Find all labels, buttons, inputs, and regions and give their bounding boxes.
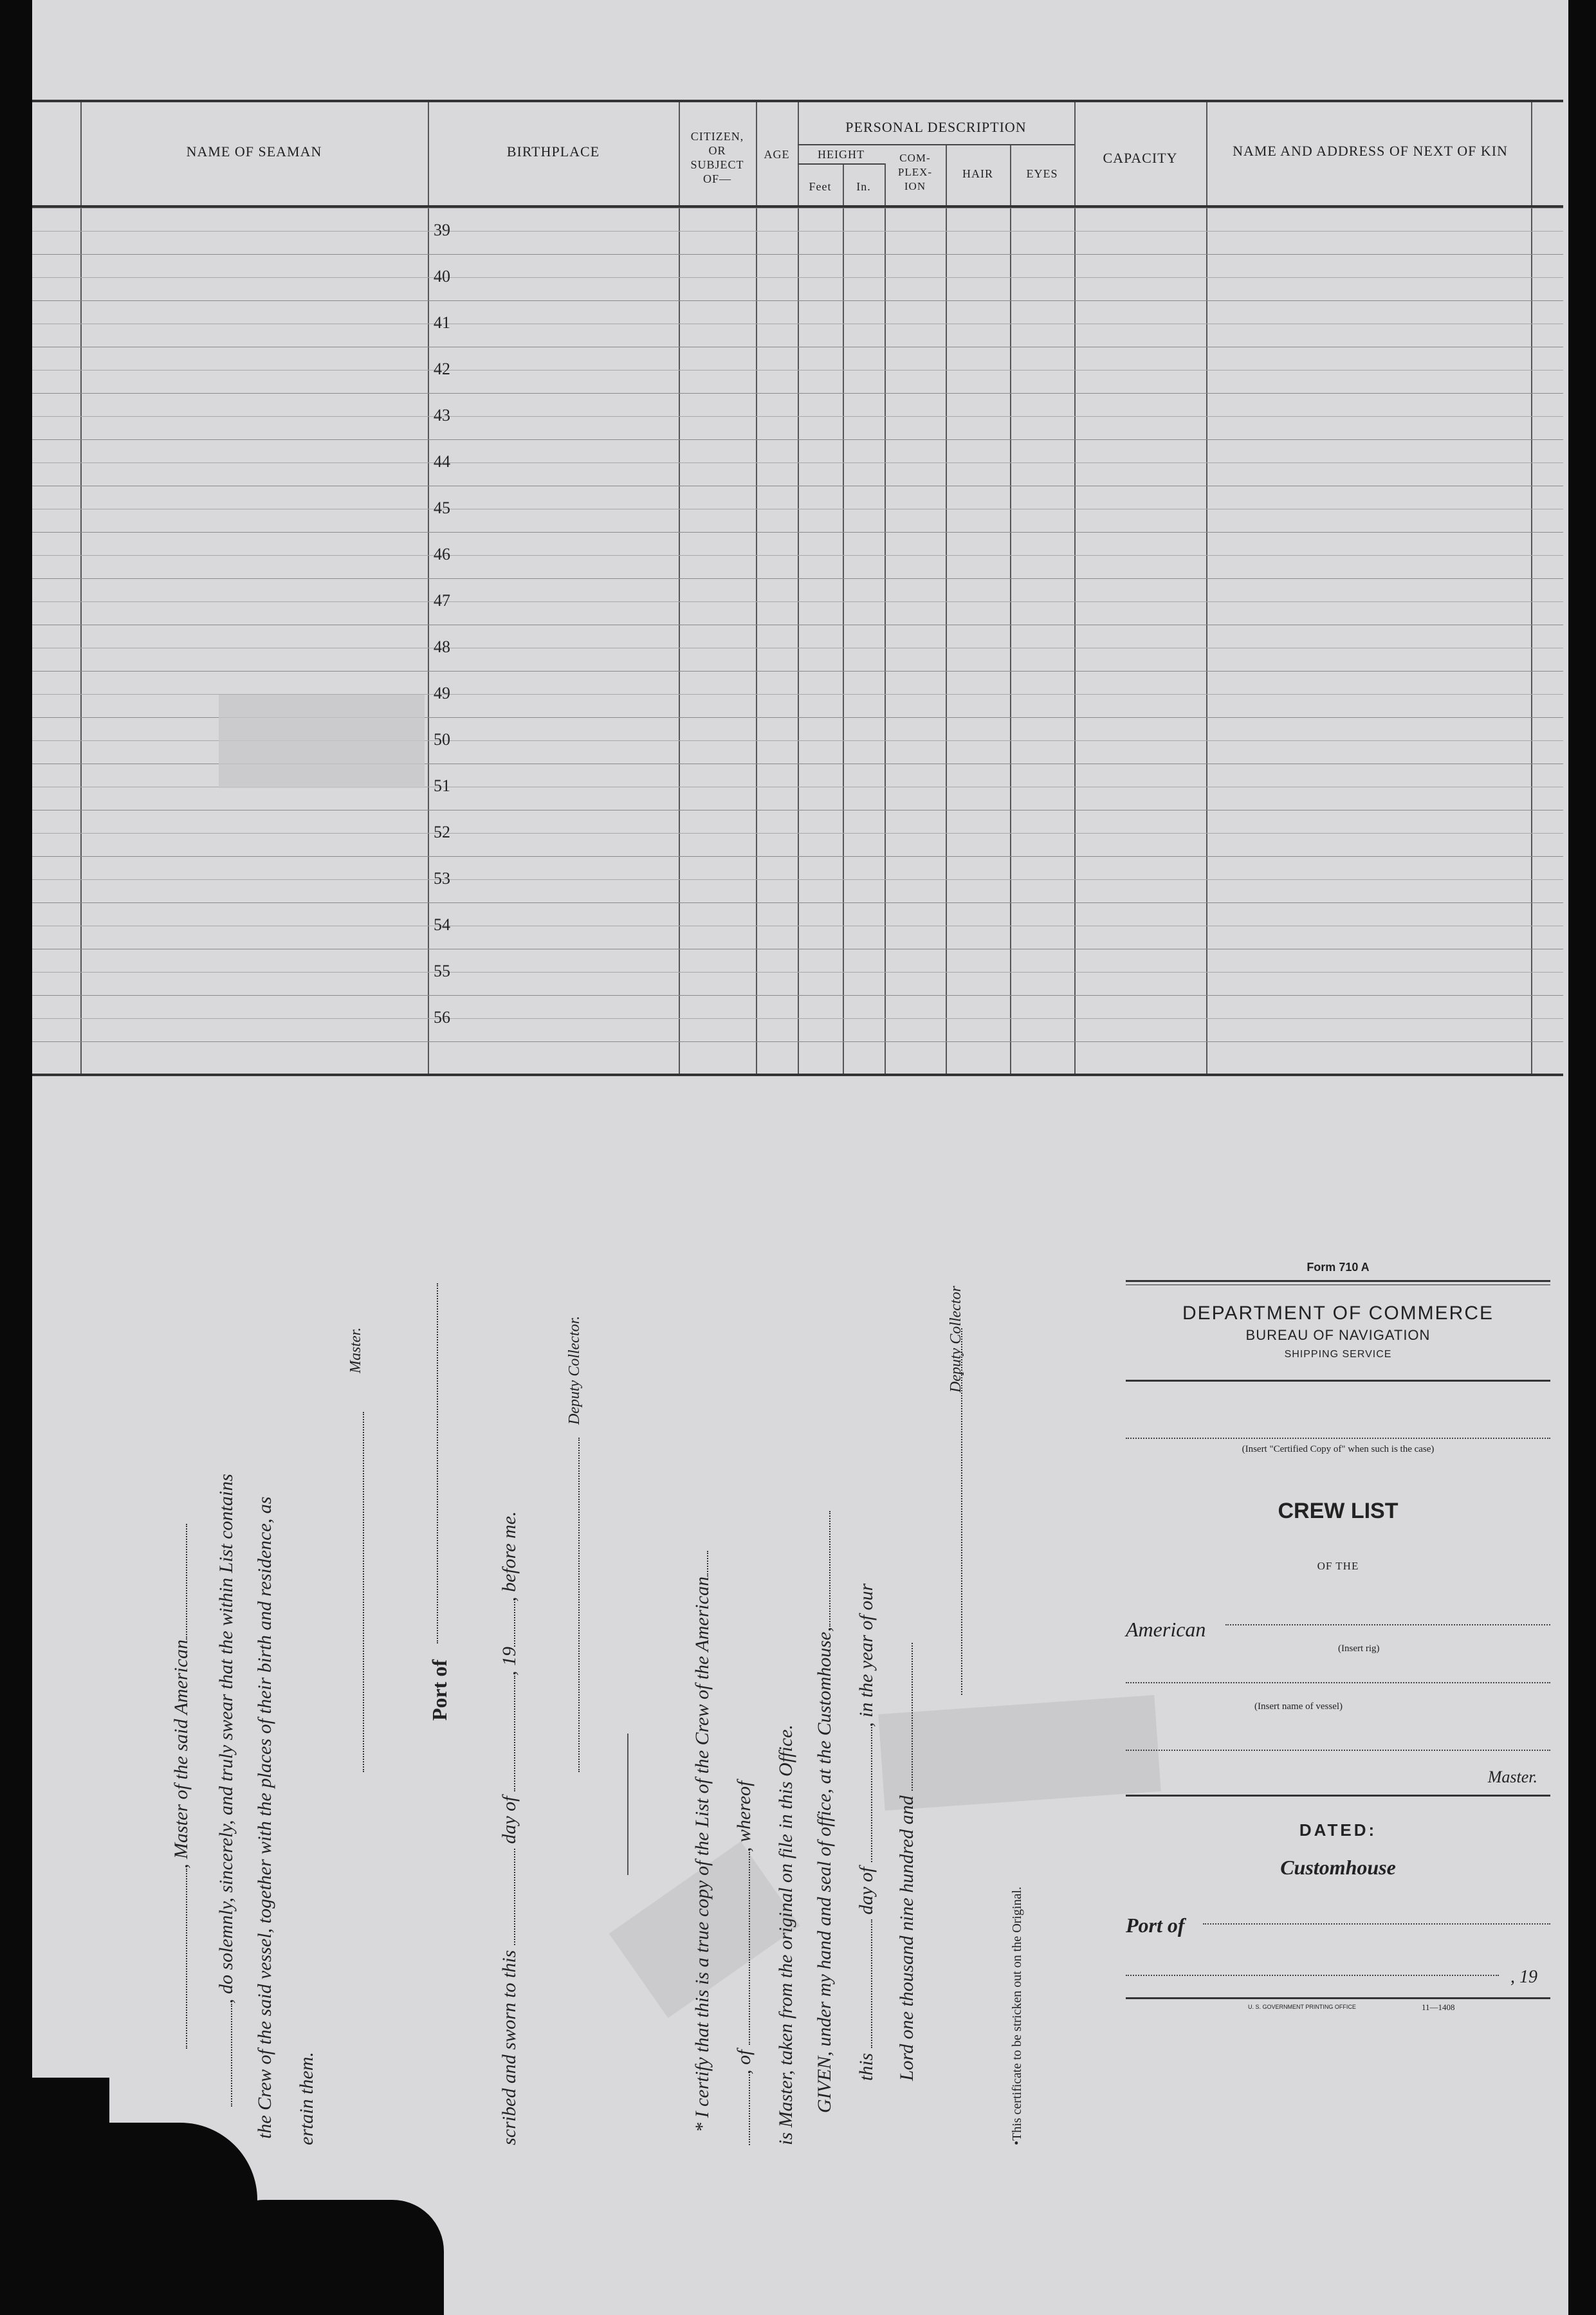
row-subrule (32, 972, 1563, 973)
blank-line (856, 1919, 872, 2048)
blank-line (216, 2004, 232, 2107)
crew-table (32, 100, 1563, 1076)
header-inches: In. (856, 180, 871, 193)
cert-master-line: is Master, taken from the original on file in this Office. (775, 1725, 796, 2145)
dated-label: DATED: (1299, 1820, 1377, 1840)
oath-master-label: Master. (347, 1327, 364, 1373)
year-19-label: , 19 (1510, 1967, 1537, 1987)
port-line (1203, 1923, 1550, 1925)
row-rule (32, 300, 1563, 301)
header-age: AGE (764, 148, 790, 161)
torn-edge (225, 2200, 444, 2315)
cert-lord: Lord one thousand nine hundred and (896, 1795, 917, 2081)
crew-list-sheet (32, 0, 1568, 2315)
row-subrule (32, 555, 1563, 556)
cert-this: this (856, 2053, 877, 2081)
header-personal-description: PERSONAL DESCRIPTION (845, 119, 1027, 135)
blank-line (170, 1869, 187, 2049)
column-divider (80, 102, 82, 1074)
table-row-number: 53 (434, 869, 450, 888)
table-row-number: 56 (434, 1008, 450, 1027)
oath-crew-line: the Crew of the said vessel, together with the places of their birth and residence, as (254, 1496, 275, 2139)
header-capacity: CAPACITY (1103, 150, 1178, 166)
table-row-number: 41 (434, 313, 450, 332)
rig-line (1225, 1624, 1550, 1625)
rule (1126, 1380, 1550, 1382)
table-row-number: 42 (434, 360, 450, 378)
master-name-line (1126, 1750, 1550, 1751)
oath-port-of: Port of (428, 1659, 451, 1721)
oath-before-me: , before me. (499, 1511, 520, 1602)
cert-deputy-collector: Deputy Collector (948, 1286, 964, 1393)
date-line (1126, 1975, 1499, 1976)
cert-whereof: , whereof (733, 1780, 755, 1853)
blank-line (499, 1676, 515, 1791)
header-height: HEIGHT (818, 148, 865, 161)
blank-line (896, 1643, 913, 1791)
service-title: SHIPPING SERVICE (1284, 1349, 1392, 1360)
row-rule (32, 1041, 1563, 1042)
rule (1126, 1795, 1550, 1797)
cert-day-of: day of (856, 1867, 877, 1915)
print-code-label: 11—1408 (1422, 2002, 1455, 2012)
header-next-of-kin: NAME AND ADDRESS OF NEXT OF KIN (1233, 143, 1508, 159)
master-signature-line (347, 1412, 364, 1772)
insert-name-note: (Insert name of vessel) (1254, 1701, 1343, 1712)
table-row-number: 45 (434, 499, 450, 517)
blank-line (1126, 1438, 1550, 1439)
column-divider (679, 102, 680, 1074)
table-row-number: 43 (434, 406, 450, 425)
separator (627, 1734, 628, 1875)
oath-deputy-collector: Deputy Collector. (566, 1315, 583, 1425)
rule (1126, 1280, 1550, 1282)
table-row-number: 44 (434, 452, 450, 471)
blank-line (814, 1511, 830, 1627)
header-feet: Feet (809, 180, 832, 193)
row-subrule (32, 462, 1563, 463)
blank-line (499, 1602, 515, 1647)
department-title: DEPARTMENT OF COMMERCE (1182, 1303, 1494, 1324)
column-divider (1531, 102, 1532, 1074)
row-subrule (32, 601, 1563, 602)
row-rule (32, 902, 1563, 903)
cover-panel (1126, 1261, 1550, 2045)
table-row-number: 55 (434, 962, 450, 980)
row-rule (32, 856, 1563, 857)
crew-list-title: CREW LIST (1278, 1499, 1399, 1523)
group-underline (798, 144, 1074, 145)
oath-swear-line: , do solemnly, sincerely, and truly swear that the within List contains (216, 1474, 237, 2004)
rule (1126, 1997, 1550, 1999)
column-divider (798, 102, 799, 1074)
row-subrule (32, 1018, 1563, 1019)
table-row-number: 39 (434, 221, 450, 239)
blank-line (499, 1849, 515, 1945)
blank-line (170, 1524, 187, 1640)
header-eyes: EYES (1026, 167, 1058, 180)
height-underline (798, 163, 885, 165)
row-rule (32, 532, 1563, 533)
column-divider (1074, 102, 1076, 1074)
row-rule (32, 578, 1563, 579)
cert-in-year: , in the year of our (856, 1583, 877, 1727)
table-row-number: 54 (434, 915, 450, 934)
printing-office-label: U. S. GOVERNMENT PRINTING OFFICE (1248, 2004, 1356, 2010)
column-divider (946, 144, 947, 1074)
collector-signature-line (563, 1438, 580, 1772)
tape-mark (219, 695, 425, 788)
oath-year: 19 (499, 1646, 520, 1666)
column-divider (1206, 102, 1207, 1074)
row-subrule (32, 879, 1563, 880)
insert-certified-note: (Insert "Certified Copy of" when such is the case) (1242, 1444, 1435, 1454)
customhouse-label: Customhouse (1280, 1856, 1396, 1879)
cert-of: , of (733, 2049, 755, 2074)
table-row-number: 49 (434, 684, 450, 702)
of-the-label: OF THE (1317, 1560, 1359, 1572)
blank-line (692, 1551, 708, 1577)
row-subrule (32, 416, 1563, 417)
cert-footnote: •This certificate to be stricken out on the Original. (1010, 1887, 1024, 2145)
blank-line (856, 1727, 872, 1862)
port-of-label: Port of (1126, 1914, 1185, 1937)
table-row-number: 47 (434, 591, 450, 610)
form-number: Form 710 A (1307, 1261, 1370, 1274)
column-divider (1010, 144, 1011, 1074)
row-subrule (32, 231, 1563, 232)
row-rule (32, 671, 1563, 672)
cert-true-copy-line: * I certify that this is a true copy of the List of the Crew of the American (692, 1576, 713, 2132)
header-complexion: COM- PLEX- ION (897, 152, 933, 192)
cert-given-line: GIVEN, under my hand and seal of office, at the Customhouse, (814, 1627, 835, 2113)
cover-master-label: Master. (1487, 1768, 1537, 1786)
rotated-certificate-area: , Master of the said American , do solemnly, sincerely, and truly swear that the within List contains the Crew of the said vessel, together with the places of their birth and residence, as ertain them. Master. Port of scribed and sworn to this day of , 19, before me. Deputy Collector. * I certify that this is a true copy of the List of the Crew of the American , of , whereof is Master, taken from the original on file in this Office. GIVEN, under my hand and seal of office, at the Customhouse, this day of , in the year of our Lord one thousand nine hundred and Deputy Collector •This certificate to be stricken out on the Original. (138, 1206, 1065, 2145)
table-row-number: 46 (434, 545, 450, 563)
header-hair: HAIR (962, 167, 993, 180)
blank-line (733, 1852, 750, 2045)
table-row-number: 50 (434, 730, 450, 749)
bureau-title: BUREAU OF NAVIGATION (1245, 1327, 1431, 1343)
row-subrule (32, 370, 1563, 371)
oath-day-of: day of (499, 1796, 520, 1844)
table-row-number: 40 (434, 267, 450, 286)
table-row-number: 51 (434, 776, 450, 795)
oath-subscribed: scribed and sworn to this (499, 1950, 520, 2145)
table-row-number: 52 (434, 823, 450, 841)
column-divider (756, 102, 757, 1074)
oath-ascertain-line: ertain them. (296, 2052, 317, 2145)
insert-rig-note: (Insert rig) (1338, 1643, 1380, 1654)
row-rule (32, 254, 1563, 255)
header-citizen: CITIZEN, OR SUBJECT OF— (690, 130, 744, 185)
blank-line (421, 1283, 438, 1643)
vessel-name-line (1126, 1682, 1550, 1683)
table-row-number: 48 (434, 637, 450, 656)
header-name-of-seaman: NAME OF SEAMAN (186, 143, 322, 160)
row-rule (32, 393, 1563, 394)
american-label: American (1126, 1618, 1206, 1641)
row-subrule (32, 277, 1563, 278)
row-rule (32, 439, 1563, 440)
oath-master-line: , Master of the said American (170, 1639, 192, 1869)
blank-line (733, 2074, 750, 2145)
row-rule (32, 995, 1563, 996)
row-subrule (32, 833, 1563, 834)
torn-edge (0, 2123, 257, 2315)
header-birthplace: BIRTHPLACE (506, 143, 600, 160)
